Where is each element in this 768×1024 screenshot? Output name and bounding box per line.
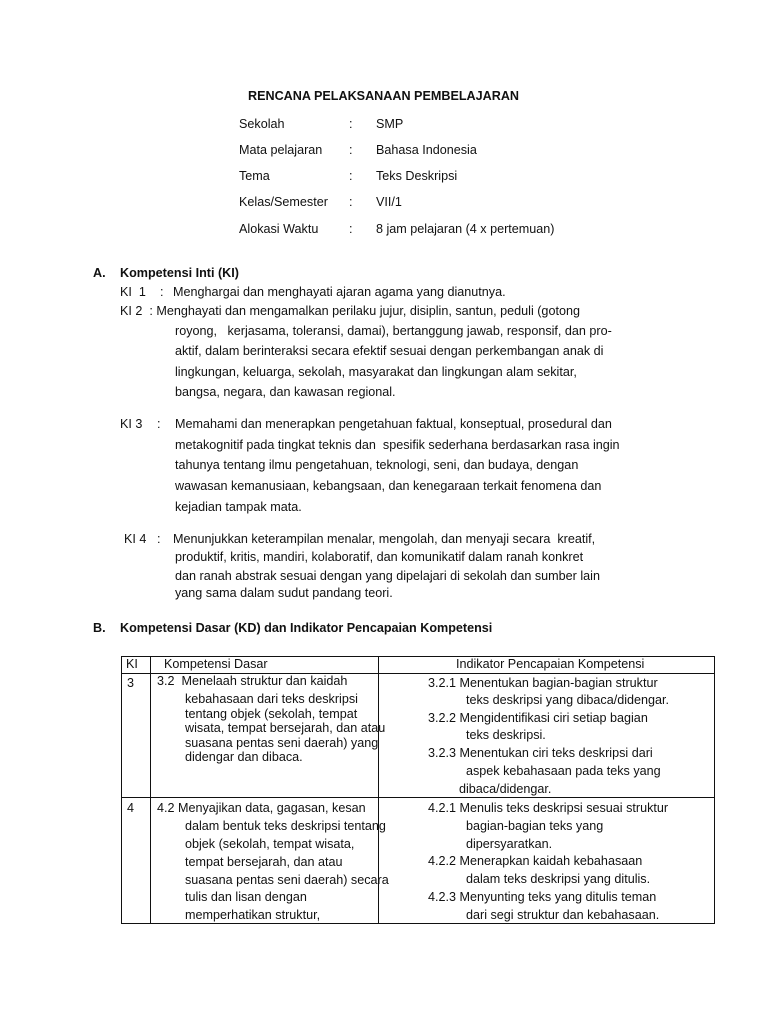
table-cell-ipk: 4.2.3 Menyunting teks yang ditulis teman	[428, 890, 657, 904]
table-cell-ipk: teks deskripsi yang dibaca/didengar.	[466, 693, 670, 707]
page-title: RENCANA PELAKSANAAN PEMBELAJARAN	[248, 89, 520, 103]
table-cell-kd: didengar dan dibaca.	[185, 750, 303, 764]
table-cell-kd: tulis dan lisan dengan	[185, 890, 307, 904]
header-value: Bahasa Indonesia	[376, 143, 477, 157]
ki-label: KI 4	[124, 532, 147, 546]
table-cell-ipk: dibaca/didengar.	[459, 782, 552, 796]
table-cell-kd: 3.2 Menelaah struktur dan kaidah	[157, 674, 348, 688]
table-cell-ipk: dalam teks deskripsi yang ditulis.	[466, 872, 651, 886]
section-marker: A.	[93, 266, 106, 280]
ki-text: aktif, dalam berinteraksi secara efektif sesuai dengan perkembangan anak di	[175, 344, 604, 358]
ki-colon: :	[160, 285, 164, 299]
table-cell-kd: tentang objek (sekolah, tempat	[185, 707, 358, 721]
table-cell-kd: suasana pentas seni daerah) secara	[185, 873, 389, 887]
ki-colon: :	[157, 417, 161, 431]
header-label: Sekolah	[239, 117, 285, 131]
section-heading: Kompetensi Inti (KI)	[120, 266, 239, 280]
table-divider	[122, 797, 714, 798]
ki-text: Menunjukkan keterampilan menalar, mengolah, dan menyaji secara kreatif,	[173, 532, 596, 546]
header-colon: :	[349, 117, 353, 131]
table-cell-ipk: 3.2.2 Mengidentifikasi ciri setiap bagian	[428, 711, 648, 725]
header-label: Mata pelajaran	[239, 143, 323, 157]
table-cell-ipk: teks deskripsi.	[466, 728, 546, 742]
header-value: SMP	[376, 117, 404, 131]
ki-text: royong, kerjasama, toleransi, damai), bertanggung jawab, responsif, dan pro-	[175, 324, 612, 338]
ki-label: KI 1	[120, 285, 146, 299]
table-cell-ipk: dipersyaratkan.	[466, 837, 553, 851]
header-value: VII/1	[376, 195, 402, 209]
table-cell-ipk: 3.2.1 Menentukan bagian-bagian struktur	[428, 676, 658, 690]
ki-text: wawasan kemanusiaan, kebangsaan, dan kenegaraan terkait fenomena dan	[175, 479, 602, 493]
ki-text: tahunya tentang ilmu pengetahuan, teknologi, seni, dan budaya, dengan	[175, 458, 579, 472]
ki-text: yang sama dalam sudut pandang teori.	[175, 586, 393, 600]
table-cell-kd: 4.2 Menyajikan data, gagasan, kesan	[157, 801, 366, 815]
ki-text: Memahami dan menerapkan pengetahuan faktual, konseptual, prosedural dan	[175, 417, 612, 431]
ki-text: KI 2 : Menghayati dan mengamalkan perilaku jujur, disiplin, santun, peduli (gotong	[120, 304, 580, 318]
header-colon: :	[349, 222, 353, 236]
table-cell-ipk: dari segi struktur dan kebahasaan.	[466, 908, 660, 922]
table-header: KI	[126, 657, 138, 671]
ki-text: lingkungan, keluarga, sekolah, masyarakat dan lingkungan alam sekitar,	[175, 365, 577, 379]
table-cell-kd: tempat bersejarah, dan atau	[185, 855, 343, 869]
ki-text: kejadian tampak mata.	[175, 500, 302, 514]
header-label: Kelas/Semester	[239, 195, 328, 209]
table-header: Kompetensi Dasar	[164, 657, 268, 671]
header-colon: :	[349, 195, 353, 209]
table-cell-ipk: 3.2.3 Menentukan ciri teks deskripsi dari	[428, 746, 653, 760]
table-divider	[150, 657, 151, 923]
ki-text: dan ranah abstrak sesuai dengan yang dipelajari di sekolah dan sumber lain	[175, 569, 600, 583]
table-header: Indikator Pencapaian Kompetensi	[456, 657, 645, 671]
ki-text: Menghargai dan menghayati ajaran agama yang dianutnya.	[173, 285, 506, 299]
table-cell-ipk: bagian-bagian teks yang	[466, 819, 604, 833]
table-cell-ki: 4	[127, 801, 135, 815]
ki-text: produktif, kritis, mandiri, kolaboratif, dan komunikatif dalam ranah konkret	[175, 550, 584, 564]
ki-text: metakognitif pada tingkat teknis dan spesifik sederhana berdasarkan rasa ingin	[175, 438, 620, 452]
table-cell-ipk: 4.2.2 Menerapkan kaidah kebahasaan	[428, 854, 643, 868]
section-heading: Kompetensi Dasar (KD) dan Indikator Pencapaian Kompetensi	[120, 621, 493, 635]
table-cell-kd: wisata, tempat bersejarah, dan atau	[185, 721, 386, 735]
header-value: 8 jam pelajaran (4 x pertemuan)	[376, 222, 555, 236]
header-label: Tema	[239, 169, 270, 183]
header-label: Alokasi Waktu	[239, 222, 319, 236]
table-cell-ki: 3	[127, 676, 135, 690]
table-cell-ipk: aspek kebahasaan pada teks yang	[466, 764, 661, 778]
table-cell-kd: suasana pentas seni daerah) yang	[185, 736, 379, 750]
ki-label: KI 3	[120, 417, 143, 431]
ki-text: bangsa, negara, dan kawasan regional.	[175, 385, 396, 399]
header-value: Teks Deskripsi	[376, 169, 458, 183]
header-colon: :	[349, 169, 353, 183]
table-cell-kd: objek (sekolah, tempat wisata,	[185, 837, 355, 851]
table-cell-kd: kebahasaan dari teks deskripsi	[185, 692, 358, 706]
table-cell-ipk: 4.2.1 Menulis teks deskripsi sesuai struktur	[428, 801, 669, 815]
header-colon: :	[349, 143, 353, 157]
table-cell-kd: dalam bentuk teks deskripsi tentang	[185, 819, 386, 833]
ki-colon: :	[157, 532, 161, 546]
table-cell-kd: memperhatikan struktur,	[185, 908, 321, 922]
section-marker: B.	[93, 621, 106, 635]
